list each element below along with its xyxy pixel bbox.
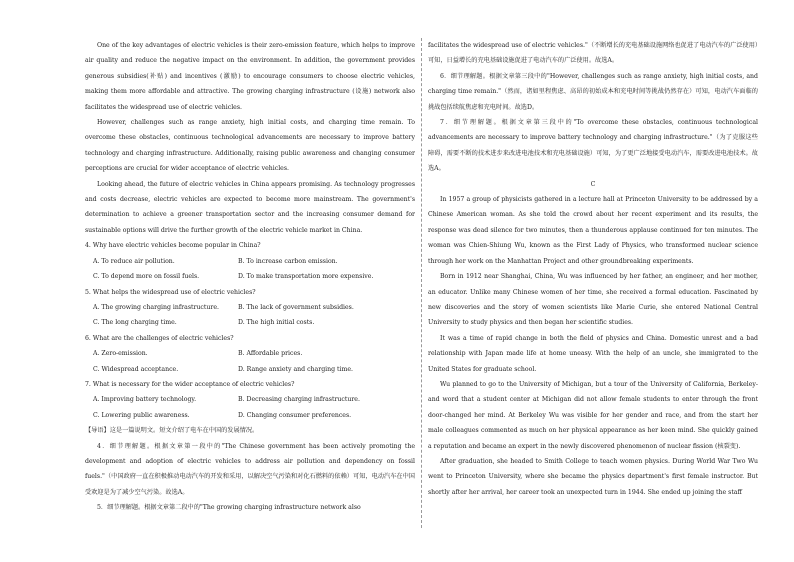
explanation-5-start: 5．细节理解题。根据文章第二段中的"The growing charging infrastructure network also: [97, 504, 361, 512]
question-4-options-row-1: [85, 254, 415, 269]
explanation-4: 4．细节理解题。根据文章第一段中的"The Chinese government has been actively promoting the development and adoption of electric vehicles to address air pollution and dependency on fossil fuels."（中国政府一直在积极推动电动汽车的开发和采用，以解决空气污染和对化石燃料的依赖）可知，电动汽车在中国受欢迎是为了减少空气污染。故选A。: [85, 442, 415, 496]
column-divider: [421, 38, 422, 528]
explanation-6: 6．细节理解题。根据文章第三段中的"However, challenges such as range anxiety, high initial costs, and charging time remain."（然而，诸如里程焦虑、高昂的初始成本和充电时间等挑战仍然存在）可知，电动汽车面临的挑战包括续航焦虑和充电时间。故选D。: [428, 72, 758, 111]
option-6d: D. Range anxiety and charging time.: [238, 365, 354, 373]
passage-paragraph-2: However, challenges such as range anxiety, high initial costs, and charging time remain. To overcome these obstacles, continuous technological advancements are necessary to improve battery technology and charging infrastructure. Additionally, raising public awareness and changing consumer perceptions are crucial for wider acceptance of electric vehicles.: [85, 119, 415, 173]
question-7-options-row-1: [85, 392, 415, 407]
explanation-7: 7．细节理解题。根据文章第三段中的"To overcome these obstacles, continuous technological advancements are necessary to improve battery technology and charging infrastructure."（为了克服这些障碍，需要不断的技术进步来改进电池技术和充电基础设施）可知，为了更广泛地接受电动汽车，需要改进电池技术。故选A。: [428, 119, 758, 173]
passage-c-paragraph-3: It was a time of rapid change in both the field of physics and China. Domestic unrest and a bad relationship with Japan made life at home uneasy. With the help of an uncle, she immigrated to the United States for graduate school.: [428, 334, 758, 373]
passage-paragraph-1: One of the key advantages of electric vehicles is their zero-emission feature, which helps to improve air quality and reduce the negative impact on the environment. In addition, the government provides generous subsidies(补贴) and incentives (激励) to encourage consumers to choose electric vehicles, making them more affordable and attractive. The growing charging infrastructure (设施) network also facilitates the widespread use of electric vehicles.: [85, 42, 415, 111]
question-7: 7. What is necessary for the wider acceptance of electric vehicles?: [85, 380, 295, 388]
option-5d: D. The high initial costs.: [238, 319, 315, 327]
option-7b: B. Decreasing charging infrastructure.: [238, 396, 360, 404]
option-6b: B. Affordable prices.: [238, 350, 303, 358]
question-6-options-row-1: [85, 346, 415, 361]
question-6: 6. What are the challenges of electric vehicles?: [85, 334, 234, 342]
question-5: 5. What helps the widespread use of electric vehicles?: [85, 288, 256, 296]
option-7a: A. Improving battery technology.: [93, 396, 197, 404]
question-5-options-row-1: [85, 300, 415, 315]
option-7d: D. Changing consumer preferences.: [238, 411, 352, 419]
explanation-5-end: facilitates the widespread use of electric vehicles."（不断增长的充电基础设施网络也促进了电动汽车的广泛使用）可知，日益增长的充电基础设施促进了电动汽车的广泛使用。故选A。: [428, 42, 758, 65]
passage-c-paragraph-2: Born in 1912 near Shanghai, China, Wu was influenced by her father, an engineer, and her mother, an educator. Unlike many Chinese women of her time, she received a formal education. Fascinated by new discoveries and the story of women scientists like Marie Curie, she entered National Central University to study physics and then began her scientific studies.: [428, 273, 758, 327]
guide-note: 【导语】这是一篇说明文。短文介绍了电车在中国的发展情况。: [85, 427, 259, 435]
right-column: [428, 38, 758, 500]
option-5a: A. The growing charging infrastructure.: [93, 303, 219, 311]
question-5-options-row-2: [85, 315, 415, 330]
passage-c-paragraph-1: In 1957 a group of physicists gathered in a lecture hall at Princeton University to be addressed by a Chinese American woman. As she told the crowd about her recent experiment and its results, the response was dead silence for two minutes, then a thunderous applause continued for ten minutes. The woman was Chien-Shiung Wu, known as the First Lady of Physics, who transformed nuclear science through her work on the Manhattan Project and other groundbreaking experiments.: [428, 196, 758, 265]
left-column: [85, 38, 415, 516]
option-6a: A. Zero-emission.: [93, 350, 148, 358]
option-6c: C. Widespread acceptance.: [93, 365, 179, 373]
passage-c-paragraph-5: After graduation, she headed to Smith College to teach women physics. During World War Two Wu went to Princeton University, where she became the physics department's first female instructor. But shortly after her arrival, her career took an unexpected turn in 1944. She ended up joining the staff: [428, 457, 758, 496]
option-5b: B. The lack of government subsidies.: [238, 303, 354, 311]
option-4c: C. To depend more on fossil fuels.: [93, 273, 200, 281]
option-7c: C. Lowering public awareness.: [93, 411, 190, 419]
question-6-options-row-2: [85, 362, 415, 377]
section-heading-c: C: [590, 180, 596, 188]
passage-c-paragraph-4: Wu planned to go to the University of Michigan, but a tour of the University of California, Berkeley-and word that a student center at Michigan did not allow female students to enter through the front door-changed her mind. At Berkeley Wu was visible for her gender and race, and from the start her male colleagues commented as much on her physical appearance as her keen mind. She quickly gained a reputation and became an expert in the newly discovered phenomenon of nuclear fission (核裂变).: [428, 380, 758, 450]
option-4b: B. To increase carbon emission.: [238, 257, 338, 265]
option-5c: C. The long charging time.: [93, 319, 177, 327]
question-4-options-row-2: [85, 269, 415, 284]
question-7-options-row-2: [85, 408, 415, 423]
option-4a: A. To reduce air pollution.: [93, 257, 175, 265]
question-4: 4. Why have electric vehicles become popular in China?: [85, 242, 261, 250]
passage-paragraph-3: Looking ahead, the future of electric vehicles in China appears promising. As technology progresses and costs decrease, electric vehicles are expected to become more mainstream. The government's determination to achieve a greener transportation sector and the increasing consumer demand for sustainable options will drive the further growth of the electric vehicle market in China.: [85, 180, 415, 234]
option-4d: D. To make transportation more expensive.: [238, 273, 374, 281]
